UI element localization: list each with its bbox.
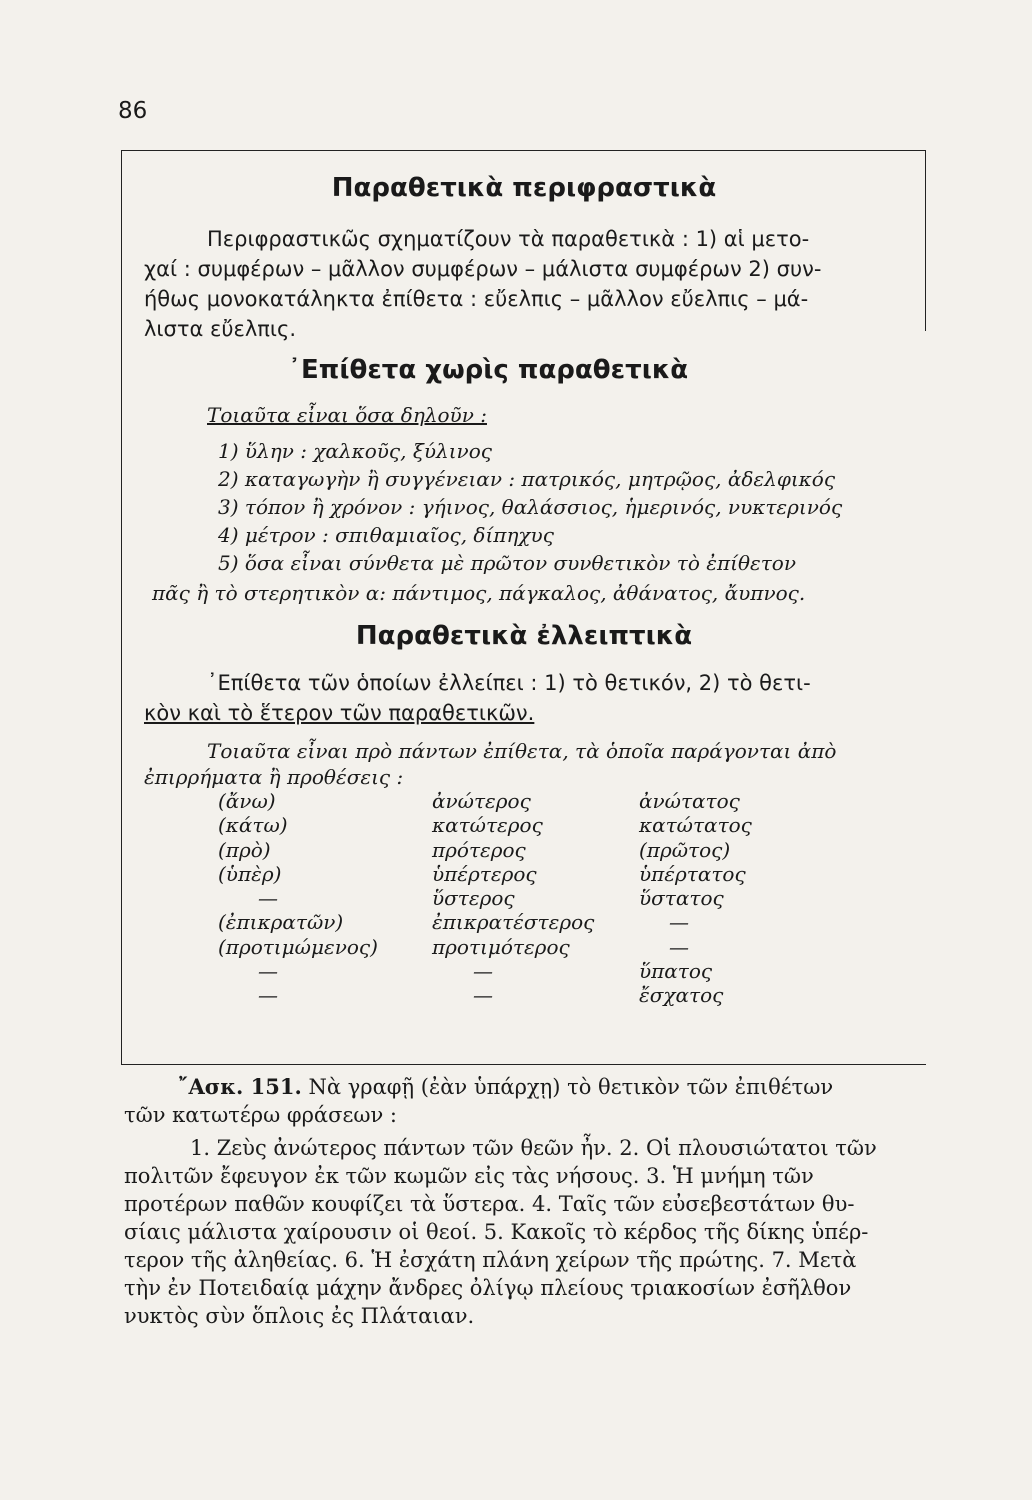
exercise-line: σίαις μάλιστα χαίρουσιν οἱ θεοί. 5. Κακοῖς τὸ κέρδος τῆς δίκης ὑπέρ-: [124, 1220, 869, 1244]
grammar-box: Παραθετικὰ περιφραστικὰ Περιφραστικῶς σχηματίζουν τὰ παραθετικὰ : 1) αἱ μετο- χαί : συμφέρων – μᾶλλον συμφέρων – μάλιστα συμφέρων 2) συν- ήθως μονοκατάληκτα ἐπίθετα : εὔελπις – μᾶλλον εὔελπις – μά- λιστα εὔελπις. ᾿Επίθετα χωρὶς παραθετικὰ Τοιαῦτα εἶναι ὅσα δηλοῦν : 1) ὕλην : χαλκοῦς, ξύλινος 2) καταγωγὴν ἢ συγγένειαν : πατρικός, μητρῷος, ἀδελφικός 3) τόπον ἢ χρόνον : γήινος, θαλάσσιος, ἡμερινός, νυκτερινός 4) μέτρον : σπιθαμιαῖος, δίπηχυς 5) ὅσα εἶναι σύνθετα μὲ πρῶτον συνθετικὸν τὸ ἐπίθετον πᾶς ἢ τὸ στερητικὸν α: πάντιμος, πάγκαλος, ἀθάνατος, ἄυπνος. Παραθετικὰ ἐλλειπτικὰ ᾿Επίθετα τῶν ὁποίων ἐλλείπει : 1) τὸ θετικόν, 2) τὸ θετι- κὸν καὶ τὸ ἕτερον τῶν παραθετικῶν. Τοιαῦτα εἶναι πρὸ πάντων ἐπίθετα, τὰ ὁποῖα παράγονται ἀπὸ ἐπιρρήματα ἢ προθέσεις : (ἄνω) ἀνώτερος ἀνώτατος (κάτω) κατώτερος κατώτατος (πρὸ) πρότερος (πρῶτος) (ὑπὲρ) ὑπέρτερος ὑπέρτατος — ὕστερος ὕστατος (ἐπικρατῶν) ἐπικρατέστερος — (προτιμώμενος) προτιμότερος — — — ὕπατος — — ἔσχατος: [121, 150, 926, 1065]
section-title-periphrastic: Παραθετικὰ περιφραστικὰ: [331, 173, 717, 203]
section-title-no-comparatives: ᾿Επίθετα χωρὶς παραθετικὰ: [288, 355, 689, 385]
exercise-line: πολιτῶν ἔφευγον ἐκ τῶν κωμῶν εἰς τὰς νήσους. 3. Ἡ μνήμη τῶν: [124, 1164, 814, 1188]
exercise-line: προτέρων παθῶν κουφίζει τὰ ὕστερα. 4. Ταῖς τῶν εὐσεβεστάτων θυ-: [124, 1192, 855, 1216]
exercise-line: τῶν κατωτέρω φράσεων :: [124, 1103, 397, 1127]
section-intro: Τοιαῦτα εἶναι ὅσα δηλοῦν :: [207, 403, 487, 427]
list-item: 4) μέτρον : σπιθαμιαῖος, δίπηχυς: [218, 523, 554, 547]
text-line: ᾿Επίθετα τῶν ὁποίων ἐλλείπει : 1) τὸ θετικόν, 2) τὸ θετι-: [207, 671, 811, 695]
text-line: λιστα εὔελπις.: [144, 317, 297, 341]
text-line: Περιφραστικῶς σχηματίζουν τὰ παραθετικὰ : 1) αἱ μετο-: [207, 227, 810, 251]
exercise-line: 1. Ζεὺς ἀνώτερος πάντων τῶν θεῶν ἦν. 2. Οἱ πλουσιώτατοι τῶν: [190, 1136, 877, 1160]
list-item: 5) ὅσα εἶναι σύνθετα μὲ πρῶτον συνθετικὸν τὸ ἐπίθετον: [218, 551, 797, 575]
section-title-defective: Παραθετικὰ ἐλλειπτικὰ: [355, 621, 693, 651]
list-item: 1) ὕλην : χαλκοῦς, ξύλινος: [218, 439, 492, 463]
exercise-line: νυκτὸς σὺν ὅπλοις ἐς Πλάταιαν.: [124, 1304, 475, 1328]
exercise-line: τερον τῆς ἀληθείας. 6. Ἡ ἐσχάτη πλάνη χείρων τῆς πρώτης. 7. Μετὰ: [124, 1248, 857, 1272]
list-item: 3) τόπον ἢ χρόνον : γήινος, θαλάσσιος, ἡμερινός, νυκτερινός: [218, 495, 843, 519]
text-line: ήθως μονοκατάληκτα ἐπίθετα : εὔελπις – μᾶλλον εὔελπις – μά-: [144, 287, 809, 311]
list-item: πᾶς ἢ τὸ στερητικὸν α: πάντιμος, πάγκαλος, ἀθάνατος, ἄυπνος.: [152, 581, 806, 605]
table-intro: ἐπιρρήματα ἢ προθέσεις :: [144, 765, 404, 789]
page-number: 86: [118, 98, 148, 124]
text-line: χαί : συμφέρων – μᾶλλον συμφέρων – μάλιστα συμφέρων 2) συν-: [144, 257, 822, 281]
list-item: 2) καταγωγὴν ἢ συγγένειαν : πατρικός, μητρῷος, ἀδελφικός: [218, 467, 836, 491]
exercise-line: τὴν ἐν Ποτειδαίᾳ μάχην ἄνδρες ὀλίγῳ πλείους τριακοσίων ἐσῆλθον: [124, 1276, 852, 1300]
exercise-line: ῎Ασκ. 151. Νὰ γραφῇ (ἐὰν ὑπάρχῃ) τὸ θετικὸν τῶν ἐπιθέτων: [178, 1074, 834, 1099]
table-intro: Τοιαῦτα εἶναι πρὸ πάντων ἐπίθετα, τὰ ὁποῖα παράγονται ἀπὸ: [207, 739, 837, 763]
exercise-label: ῎Ασκ. 151.: [178, 1074, 302, 1099]
text-line: κὸν καὶ τὸ ἕτερον τῶν παραθετικῶν.: [144, 701, 535, 725]
